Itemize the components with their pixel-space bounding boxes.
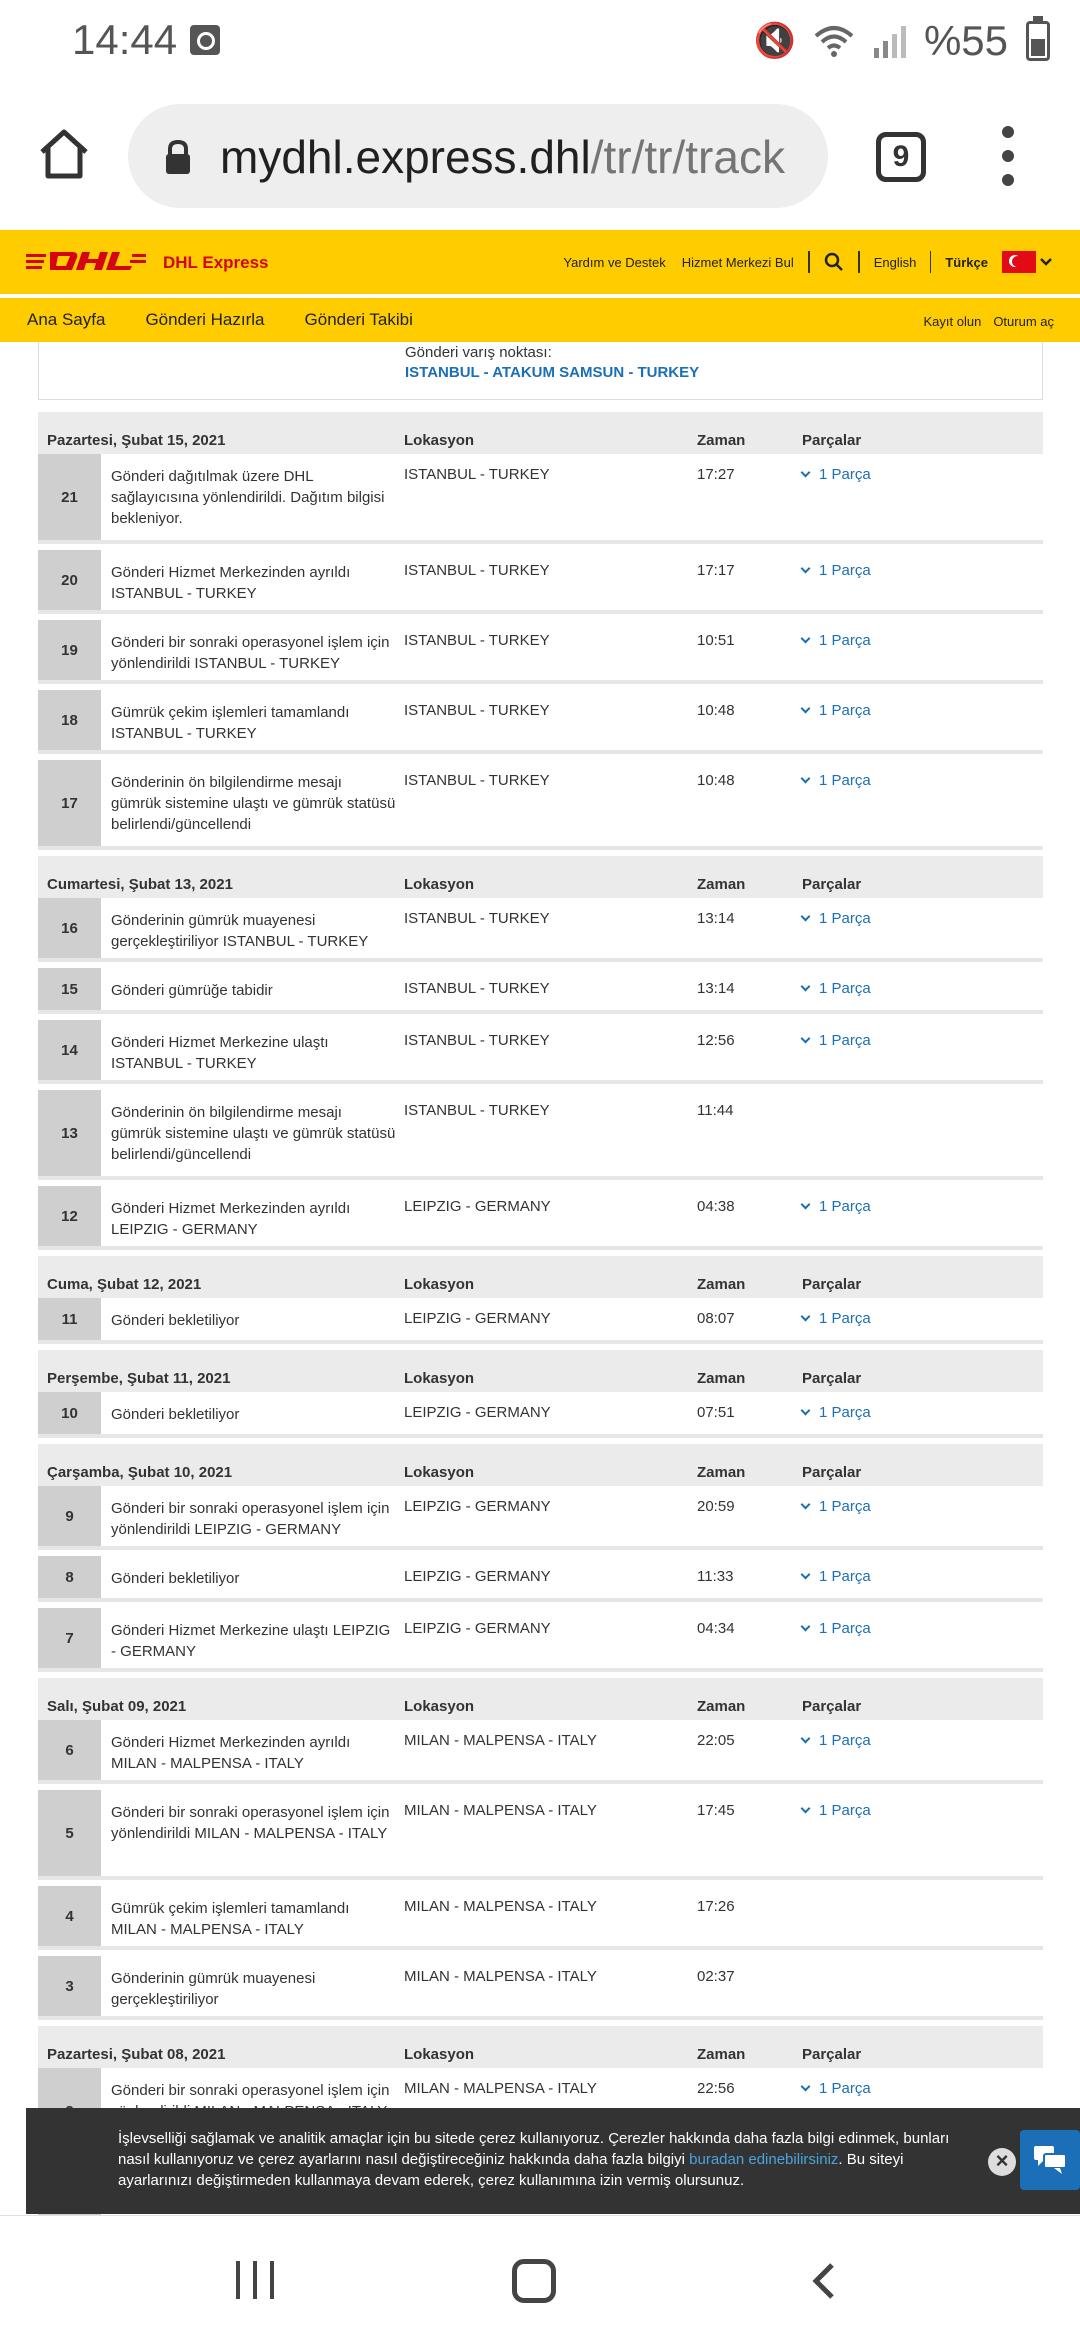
event-description: Gümrük çekim işlemleri tamamlandı ISTANBUL - TURKEY xyxy=(111,704,350,742)
event-row xyxy=(38,454,1043,544)
divider xyxy=(808,251,810,273)
divider xyxy=(930,251,931,273)
parts-label: 1 Parça xyxy=(819,1620,871,1637)
chevron-down-icon xyxy=(801,1570,811,1580)
menu-dot-icon xyxy=(1002,174,1014,186)
parts-label: 1 Parça xyxy=(819,2080,871,2097)
parts-toggle[interactable] xyxy=(802,1802,871,1819)
event-row xyxy=(38,550,1043,614)
status-icons xyxy=(754,16,1050,66)
parts-toggle[interactable] xyxy=(802,1310,871,1327)
destination-label: Gönderi varış noktası: xyxy=(405,344,552,361)
menu-button[interactable] xyxy=(998,126,1018,186)
column-location: Lokasyon xyxy=(404,1464,475,1481)
event-number: 11 xyxy=(38,1298,101,1340)
chevron-down-icon xyxy=(801,2082,811,2092)
event-description: Gönderi Hizmet Merkezinden ayrıldı ISTANBUL - TURKEY xyxy=(111,564,351,602)
event-location: LEIPZIG - GERMANY xyxy=(404,1620,551,1637)
event-description: Gönderi Hizmet Merkezinden ayrıldı MILAN - MALPENSA - ITALY xyxy=(111,1734,351,1772)
event-location: ISTANBUL - TURKEY xyxy=(404,632,550,649)
event-location: LEIPZIG - GERMANY xyxy=(404,1198,551,1215)
event-number: 5 xyxy=(38,1790,101,1876)
parts-toggle[interactable] xyxy=(802,562,871,579)
column-time: Zaman xyxy=(697,876,746,893)
event-description: Gönderi Hizmet Merkezinden ayrıldı LEIPZIG - GERMANY xyxy=(111,1200,351,1238)
event-row xyxy=(38,1956,1043,2020)
day-date: Pazartesi, Şubat 15, 2021 xyxy=(47,432,226,449)
day-header xyxy=(38,1678,1043,1720)
day-date: Perşembe, Şubat 11, 2021 xyxy=(47,1370,231,1387)
event-number: 21 xyxy=(38,454,101,540)
close-icon[interactable]: × xyxy=(988,2148,1016,2176)
event-location: ISTANBUL - TURKEY xyxy=(404,1102,550,1119)
event-time: 11:44 xyxy=(697,1102,734,1119)
event-description: Gönderi gümrüğe tabidir xyxy=(111,982,273,999)
chevron-down-icon xyxy=(801,704,811,714)
header-links xyxy=(555,244,1056,280)
parts-toggle[interactable] xyxy=(802,632,871,649)
event-description: Gümrük çekim işlemleri tamamlandı MILAN - MALPENSA - ITALY xyxy=(111,1900,350,1938)
parts-toggle[interactable] xyxy=(802,1568,871,1585)
event-location: LEIPZIG - GERMANY xyxy=(404,1568,551,1585)
event-description: Gönderi bekletiliyor xyxy=(111,1570,240,1587)
event-description: Gönderi Hizmet Merkezine ulaştı LEIPZIG - GERMANY xyxy=(111,1622,391,1660)
column-parts: Parçalar xyxy=(802,432,862,449)
nav-home[interactable]: Ana Sayfa xyxy=(27,310,106,329)
event-row xyxy=(38,968,1043,1014)
column-time: Zaman xyxy=(697,432,746,449)
menu-dot-icon xyxy=(1002,150,1014,162)
event-location: LEIPZIG - GERMANY xyxy=(404,1310,551,1327)
lock-icon xyxy=(164,140,192,176)
event-number: 19 xyxy=(38,620,101,680)
column-parts: Parçalar xyxy=(802,1698,862,1715)
parts-label: 1 Parça xyxy=(819,1310,871,1327)
event-description: Gönderinin ön bilgilendirme mesajı gümrük sistemine ulaştı ve gümrük statüsü belirlendi/güncellendi xyxy=(111,774,396,833)
chevron-down-icon xyxy=(801,1312,811,1322)
event-description: Gönderi bekletiliyor xyxy=(111,1312,240,1329)
event-time: 04:34 xyxy=(697,1620,735,1637)
event-location: ISTANBUL - TURKEY xyxy=(404,702,550,719)
day-header xyxy=(38,1444,1043,1486)
event-location: MILAN - MALPENSA - ITALY xyxy=(404,2080,597,2097)
divider xyxy=(858,251,860,273)
chevron-down-icon xyxy=(801,982,811,992)
event-location: ISTANBUL - TURKEY xyxy=(404,772,550,789)
nav-track[interactable]: Gönderi Takibi xyxy=(304,310,413,329)
event-location: MILAN - MALPENSA - ITALY xyxy=(404,1802,597,1819)
parts-label: 1 Parça xyxy=(819,702,871,719)
day-header xyxy=(38,2026,1043,2068)
event-time: 22:56 xyxy=(697,2080,735,2097)
day-header xyxy=(38,412,1043,454)
event-row xyxy=(38,1186,1043,1250)
event-number: 4 xyxy=(38,1886,101,1946)
event-time: 11:33 xyxy=(697,1568,734,1585)
url-text xyxy=(220,130,785,184)
event-row xyxy=(38,1020,1043,1084)
event-time: 08:07 xyxy=(697,1310,735,1327)
parts-label: 1 Parça xyxy=(819,632,871,649)
chevron-down-icon xyxy=(801,1200,811,1210)
event-description: Gönderinin gümrük muayenesi gerçekleştiriliyor ISTANBUL - TURKEY xyxy=(111,912,369,950)
day-date: Cumartesi, Şubat 13, 2021 xyxy=(47,876,233,893)
parts-label: 1 Parça xyxy=(819,1802,871,1819)
event-row xyxy=(38,1392,1043,1438)
event-time: 02:37 xyxy=(697,1968,735,1985)
event-number: 20 xyxy=(38,550,101,610)
event-description: Gönderi bir sonraki operasyonel işlem için yönlendirildi ISTANBUL - TURKEY xyxy=(111,634,390,672)
event-time: 10:48 xyxy=(697,702,735,719)
event-row xyxy=(38,1608,1043,1672)
event-location: LEIPZIG - GERMANY xyxy=(404,1404,551,1421)
login-link[interactable]: Oturum aç xyxy=(993,314,1054,329)
column-parts: Parçalar xyxy=(802,876,862,893)
column-location: Lokasyon xyxy=(404,876,475,893)
battery-percent: %55 xyxy=(923,17,1008,64)
event-row xyxy=(38,690,1043,754)
home-nav-button[interactable] xyxy=(512,2259,556,2303)
parts-label: 1 Parça xyxy=(819,1032,871,1049)
chevron-down-icon xyxy=(801,1622,811,1632)
event-number: 9 xyxy=(38,1486,101,1546)
parts-toggle[interactable] xyxy=(802,1032,871,1049)
day-header xyxy=(38,1350,1043,1392)
parts-toggle[interactable] xyxy=(802,1732,871,1749)
column-time: Zaman xyxy=(697,2046,746,2063)
chevron-down-icon xyxy=(801,1406,811,1416)
event-time: 04:38 xyxy=(697,1198,735,1215)
event-time: 17:26 xyxy=(697,1898,735,1915)
event-description: Gönderi Hizmet Merkezine ulaştı ISTANBUL - TURKEY xyxy=(111,1034,329,1072)
destination-card xyxy=(38,342,1043,400)
event-description: Gönderi bir sonraki operasyonel işlem için yönlendirildi MILAN - MALPENSA - ITALY xyxy=(111,1804,390,1842)
url-host: mydhl.express.dhl xyxy=(220,131,591,183)
url-path: /tr/tr/track xyxy=(590,131,785,183)
event-number: 10 xyxy=(38,1392,101,1434)
column-parts: Parçalar xyxy=(802,1464,862,1481)
parts-label: 1 Parça xyxy=(819,910,871,927)
chat-icon xyxy=(1034,2146,1066,2174)
parts-toggle[interactable] xyxy=(802,1498,871,1515)
chevron-down-icon xyxy=(801,1034,811,1044)
site-header xyxy=(0,230,1080,294)
status-time: 14:44 xyxy=(72,16,178,63)
cookie-text-before: İşlevselliği sağlamak ve analitik amaçlar için bu sitede çerez kullanıyoruz. Çerezler hakkında daha fazla bilgi edinmek, bunları nasıl kullanıyoruz ve çerez ayarlarını nasıl değiştireceğiniz hakkında daha fazla bilgiyi xyxy=(118,2130,950,2168)
chevron-down-icon xyxy=(801,912,811,922)
column-parts: Parçalar xyxy=(802,2046,862,2063)
event-description: Gönderinin ön bilgilendirme mesajı gümrük sistemine ulaştı ve gümrük statüsü belirlendi/güncellendi xyxy=(111,1104,396,1163)
event-location: ISTANBUL - TURKEY xyxy=(404,562,550,579)
event-row xyxy=(38,898,1043,962)
event-number: 7 xyxy=(38,1608,101,1668)
event-number: 12 xyxy=(38,1186,101,1246)
home-button[interactable] xyxy=(36,126,92,182)
parts-label: 1 Parça xyxy=(819,562,871,579)
parts-toggle[interactable] xyxy=(802,2080,871,2097)
event-row xyxy=(38,1556,1043,1602)
status-bar xyxy=(0,0,1080,86)
event-row xyxy=(38,1298,1043,1344)
browser-toolbar xyxy=(0,86,1080,230)
event-number: 16 xyxy=(38,898,101,958)
event-location: LEIPZIG - GERMANY xyxy=(404,1498,551,1515)
dhl-logo[interactable] xyxy=(26,246,146,276)
turkey-flag-icon[interactable] xyxy=(1002,251,1036,273)
event-description: Gönderinin gümrük muayenesi gerçekleştiriliyor xyxy=(111,1970,316,2008)
column-location: Lokasyon xyxy=(404,432,475,449)
event-number: 17 xyxy=(38,760,101,846)
chat-button[interactable] xyxy=(1020,2130,1080,2190)
destination-value: ISTANBUL - ATAKUM SAMSUN - TURKEY xyxy=(405,364,700,381)
event-time: 22:05 xyxy=(697,1732,735,1749)
event-time: 10:51 xyxy=(697,632,735,649)
event-description: Gönderi bir sonraki operasyonel işlem için yönlendirildi LEIPZIG - GERMANY xyxy=(111,1500,390,1538)
event-row xyxy=(38,1790,1043,1880)
battery-icon xyxy=(1026,21,1050,61)
day-date: Pazartesi, Şubat 08, 2021 xyxy=(47,2046,226,2063)
event-location: ISTANBUL - TURKEY xyxy=(404,466,550,483)
event-time: 17:17 xyxy=(697,562,735,579)
event-time: 13:14 xyxy=(697,980,735,997)
parts-toggle[interactable] xyxy=(802,980,871,997)
chevron-down-icon xyxy=(801,1500,811,1510)
chevron-down-icon xyxy=(801,634,811,644)
event-time: 13:14 xyxy=(697,910,735,927)
event-number: 15 xyxy=(38,968,101,1010)
parts-toggle[interactable] xyxy=(802,702,871,719)
event-row xyxy=(38,1090,1043,1180)
lang-english[interactable]: English xyxy=(873,254,917,270)
chevron-down-icon xyxy=(801,468,811,478)
event-row xyxy=(38,1886,1043,1950)
event-description: Gönderi bekletiliyor xyxy=(111,1406,240,1423)
chevron-down-icon xyxy=(801,774,811,784)
event-number: 8 xyxy=(38,1556,101,1598)
event-time: 07:51 xyxy=(697,1404,735,1421)
chevron-down-icon xyxy=(801,564,811,574)
event-location: MILAN - MALPENSA - ITALY xyxy=(404,1898,597,1915)
brand-name: DHL Express xyxy=(163,253,269,272)
day-header xyxy=(38,856,1043,898)
day-date: Salı, Şubat 09, 2021 xyxy=(47,1698,187,1715)
column-parts: Parçalar xyxy=(802,1370,862,1387)
event-time: 17:45 xyxy=(697,1802,735,1819)
cookie-text xyxy=(118,2128,978,2191)
help-link[interactable]: Yardım ve Destek xyxy=(563,254,666,270)
event-number: 6 xyxy=(38,1720,101,1780)
day-date: Çarşamba, Şubat 10, 2021 xyxy=(47,1464,233,1481)
alarm-icon xyxy=(190,25,220,55)
column-location: Lokasyon xyxy=(404,1698,475,1715)
wifi-icon xyxy=(814,24,854,58)
column-location: Lokasyon xyxy=(404,1276,475,1293)
register-link[interactable]: Kayıt olun xyxy=(923,314,982,329)
signal-icon xyxy=(872,24,906,58)
column-location: Lokasyon xyxy=(404,1370,475,1387)
event-location: ISTANBUL - TURKEY xyxy=(404,980,550,997)
cookie-banner xyxy=(26,2108,1080,2214)
event-description: Gönderi dağıtılmak üzere DHL sağlayıcısına yönlendirildi. Dağıtım bilgisi bekleniyor. xyxy=(111,468,385,527)
event-location: ISTANBUL - TURKEY xyxy=(404,1032,550,1049)
event-location: ISTANBUL - TURKEY xyxy=(404,910,550,927)
chevron-down-icon[interactable] xyxy=(1036,252,1056,272)
recent-apps-button[interactable] xyxy=(236,2261,274,2299)
event-time: 10:48 xyxy=(697,772,735,789)
column-location: Lokasyon xyxy=(404,2046,475,2063)
day-date: Cuma, Şubat 12, 2021 xyxy=(47,1276,202,1293)
parts-label: 1 Parça xyxy=(819,1498,871,1515)
chevron-down-icon xyxy=(801,1804,811,1814)
parts-toggle[interactable] xyxy=(802,1198,871,1215)
event-number: 13 xyxy=(38,1090,101,1176)
search-icon[interactable] xyxy=(816,251,852,273)
service-center-link[interactable]: Hizmet Merkezi Bul xyxy=(681,254,794,270)
column-time: Zaman xyxy=(697,1464,746,1481)
column-time: Zaman xyxy=(697,1698,746,1715)
parts-label: 1 Parça xyxy=(819,1568,871,1585)
parts-label: 1 Parça xyxy=(819,1732,871,1749)
parts-toggle[interactable] xyxy=(802,1620,871,1637)
event-row xyxy=(38,1720,1043,1784)
cookie-link[interactable]: buradan edinebilirsiniz xyxy=(689,2151,839,2168)
tabs-button[interactable]: 9 xyxy=(876,132,926,182)
event-row xyxy=(38,620,1043,684)
event-time: 17:27 xyxy=(697,466,735,483)
parts-label: 1 Parça xyxy=(819,1198,871,1215)
address-bar[interactable] xyxy=(128,104,828,208)
column-time: Zaman xyxy=(697,1276,746,1293)
parts-toggle[interactable] xyxy=(802,772,871,789)
event-row xyxy=(38,760,1043,850)
tracking-content xyxy=(38,342,1043,2215)
event-location: MILAN - MALPENSA - ITALY xyxy=(404,1732,597,1749)
event-time: 20:59 xyxy=(697,1498,735,1515)
day-header xyxy=(38,1256,1043,1298)
mute-icon: 🔇 xyxy=(753,22,796,60)
main-nav xyxy=(0,296,1080,342)
event-location: MILAN - MALPENSA - ITALY xyxy=(404,1968,597,1985)
event-number: 18 xyxy=(38,690,101,750)
event-number: 14 xyxy=(38,1020,101,1080)
parts-label: 1 Parça xyxy=(819,980,871,997)
lang-turkish[interactable]: Türkçe xyxy=(945,254,988,270)
cookie-text-after: . Bu siteyi ayarlarınızı değiştirmeden kullanmaya devam ederek, çerez kullanımına izin vermiş olursunuz. xyxy=(118,2151,904,2189)
column-time: Zaman xyxy=(697,1370,746,1387)
system-nav-bar xyxy=(0,2215,1080,2340)
parts-label: 1 Parça xyxy=(819,466,871,483)
event-time: 12:56 xyxy=(697,1032,735,1049)
column-parts: Parçalar xyxy=(802,1276,862,1293)
back-button[interactable] xyxy=(808,2261,838,2301)
parts-label: 1 Parça xyxy=(819,1404,871,1421)
chevron-down-icon xyxy=(801,1734,811,1744)
event-row xyxy=(38,1486,1043,1550)
event-number: 3 xyxy=(38,1956,101,2016)
parts-toggle[interactable] xyxy=(802,466,871,483)
menu-dot-icon xyxy=(1002,126,1014,138)
event-description: Gönderi bir sonraki operasyonel işlem için xyxy=(111,2082,390,2099)
parts-toggle[interactable] xyxy=(802,1404,871,1421)
parts-toggle[interactable] xyxy=(802,910,871,927)
parts-label: 1 Parça xyxy=(819,772,871,789)
nav-prepare-shipment[interactable]: Gönderi Hazırla xyxy=(145,310,265,329)
